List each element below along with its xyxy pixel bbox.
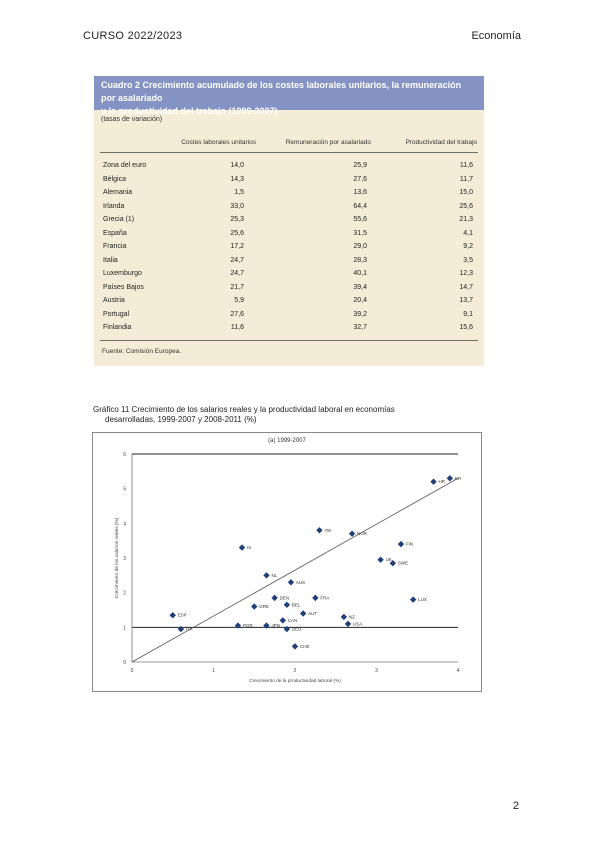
table-row	[94, 255, 484, 266]
data-point-label: JPN	[271, 623, 280, 629]
x-tick-label: 4	[456, 668, 460, 674]
rem-cell: 31,5	[353, 229, 367, 237]
table-subtitle: (tasas de variación)	[101, 116, 163, 123]
table-row	[94, 174, 484, 185]
data-point-label: FRA	[320, 595, 330, 601]
figure-caption	[93, 405, 493, 425]
table-row	[94, 214, 484, 225]
column-header-rem: Remuneración por asalariado	[285, 139, 371, 146]
prod-cell: 21,3	[459, 216, 473, 223]
prod-cell: 12,3	[459, 270, 473, 277]
chart-title: (a) 1999-2007	[268, 438, 306, 444]
data-point-label: GRE	[259, 604, 270, 610]
data-point-label: LUX	[418, 597, 427, 603]
data-point-label: NOR	[357, 531, 368, 537]
country-cell: Francia	[103, 243, 127, 250]
country-cell: Zona del euro	[103, 162, 147, 169]
data-point-label: CHE	[300, 643, 310, 649]
clu-cell: 25,6	[230, 229, 244, 237]
country-cell: Irlanda	[103, 202, 125, 210]
prod-cell: 14,7	[459, 283, 473, 291]
table-row	[94, 322, 484, 333]
rem-cell: 25,9	[353, 162, 367, 169]
data-point-label: NZ	[348, 614, 355, 620]
column-header-clu: Costes laborales unitarios	[181, 139, 256, 146]
prod-cell: 25,6	[459, 202, 473, 210]
table-bottom-rule	[100, 340, 478, 341]
prod-cell: 4,1	[463, 229, 473, 237]
country-cell: Luxemburgo	[103, 270, 142, 277]
x-tick-label: 1	[212, 668, 215, 674]
rem-cell: 39,4	[353, 283, 367, 291]
rem-cell: 27,6	[353, 175, 367, 183]
x-axis-label: Crecimiento de la productividad laboral (%)	[249, 679, 341, 684]
clu-cell: 21,7	[230, 283, 244, 291]
country-cell: Finlandia	[103, 324, 132, 331]
rem-cell: 39,2	[353, 310, 367, 318]
rem-cell: 13,6	[353, 189, 367, 196]
rem-cell: 40,1	[353, 270, 367, 277]
data-point-label: IS	[247, 545, 252, 551]
table-title-line-2: y la productividad del trabajo (1999-2007)	[101, 106, 278, 116]
scatter-chart	[92, 432, 482, 692]
clu-cell: 11,6	[230, 324, 244, 331]
data-point-label: NL	[271, 572, 278, 578]
clu-cell: 5,9	[234, 297, 244, 304]
clu-cell: 17,2	[230, 243, 244, 250]
prod-cell: 15,0	[459, 189, 473, 196]
table-title-bar	[94, 76, 484, 116]
data-point-label: UK	[385, 557, 392, 563]
x-tick-label: 0	[130, 668, 134, 674]
clu-cell: 24,7	[230, 270, 244, 277]
table-row	[94, 228, 484, 239]
table-title-line-1: Cuadro 2 Crecimiento acumulado de los costes laborales unitarios, la remuneración por asalariado	[101, 80, 462, 103]
data-point-label: AUT	[308, 610, 318, 616]
clu-cell: 14,0	[230, 162, 244, 169]
prod-cell: 11,7	[459, 175, 473, 183]
table-row	[94, 241, 484, 252]
country-cell: Alemania	[103, 189, 133, 196]
data-point-label: ITE	[324, 527, 332, 533]
y-tick-label: 2	[123, 590, 126, 597]
course-header: CURSO 2022/2023	[83, 30, 183, 42]
data-point-label: BEL	[291, 602, 301, 608]
figure-caption-line-2: desarrolladas, 1999-2007 y 2008-2011 (%)	[105, 415, 257, 424]
prod-cell: 3,5	[463, 256, 473, 264]
x-tick-label: 3	[375, 668, 378, 674]
data-point-label: KR	[454, 475, 462, 481]
data-point-label: SWE	[397, 560, 409, 566]
country-cell: Italia	[103, 256, 118, 264]
y-tick-label: 5	[123, 486, 126, 493]
clu-cell: 14,3	[230, 175, 244, 183]
clu-cell: 27,6	[230, 310, 244, 318]
prod-cell: 9,1	[463, 310, 473, 318]
data-point-label: FIN	[405, 541, 414, 547]
y-tick-label: 3	[123, 556, 126, 562]
y-tick-label: 0	[123, 660, 126, 666]
country-cell: España	[103, 229, 127, 237]
data-point-label: CAN	[287, 617, 298, 623]
rem-cell: 64,4	[353, 202, 367, 210]
table-row	[94, 160, 484, 171]
data-point-label: ITA	[185, 626, 193, 632]
data-point-label: AUS	[295, 579, 306, 585]
table-row	[94, 187, 484, 198]
x-tick-label: 2	[293, 668, 297, 674]
rem-cell: 28,3	[353, 256, 367, 264]
data-point-label: ESP	[177, 612, 187, 618]
data-point-label: USA	[352, 621, 363, 627]
chart-frame	[93, 433, 482, 692]
page-number: 2	[512, 800, 519, 812]
data-point-label: HR	[438, 479, 446, 485]
data-point-label: DEU	[291, 626, 302, 632]
rem-cell: 32,7	[353, 324, 367, 331]
clu-cell: 24,7	[230, 256, 244, 264]
table-row	[94, 309, 484, 320]
table-row	[94, 268, 484, 279]
country-cell: Portugal	[103, 310, 130, 318]
table-header-rule	[100, 152, 478, 153]
y-tick-label: 1	[123, 625, 126, 632]
table-title	[101, 79, 477, 118]
table-source: Fuente: Comisión Europea.	[102, 348, 182, 355]
rem-cell: 55,6	[353, 216, 367, 223]
y-axis-label: Crecimiento de los salarios reales (%)	[115, 517, 120, 599]
rem-cell: 29,0	[353, 243, 367, 250]
prod-cell: 9,2	[463, 243, 473, 250]
country-cell: Países Bajos	[103, 283, 144, 291]
rem-cell: 20,4	[353, 297, 367, 304]
country-cell: Bélgica	[103, 175, 126, 183]
clu-cell: 25,3	[230, 216, 244, 223]
table-row	[94, 282, 484, 293]
y-tick-label: 4	[123, 521, 126, 528]
country-cell: Austria	[103, 297, 125, 304]
column-header-prod: Productividad del trabajo	[405, 139, 477, 146]
subject-header: Economía	[471, 30, 521, 42]
prod-cell: 15,6	[459, 324, 473, 331]
table-row	[94, 201, 484, 212]
prod-cell: 13,7	[459, 297, 473, 304]
data-point-label: DEN	[279, 595, 290, 601]
clu-cell: 33,0	[230, 202, 244, 210]
prod-cell: 11,6	[459, 162, 473, 169]
y-tick-label: 6	[123, 452, 126, 458]
clu-cell: 1,5	[234, 189, 244, 196]
figure-caption-line-1: Gráfico 11 Crecimiento de los salarios reales y la productividad laboral en economías	[93, 405, 395, 414]
data-point-label: POR	[242, 623, 253, 629]
data-table	[94, 76, 484, 366]
table-row	[94, 295, 484, 306]
country-cell: Grecia (1)	[103, 216, 135, 223]
